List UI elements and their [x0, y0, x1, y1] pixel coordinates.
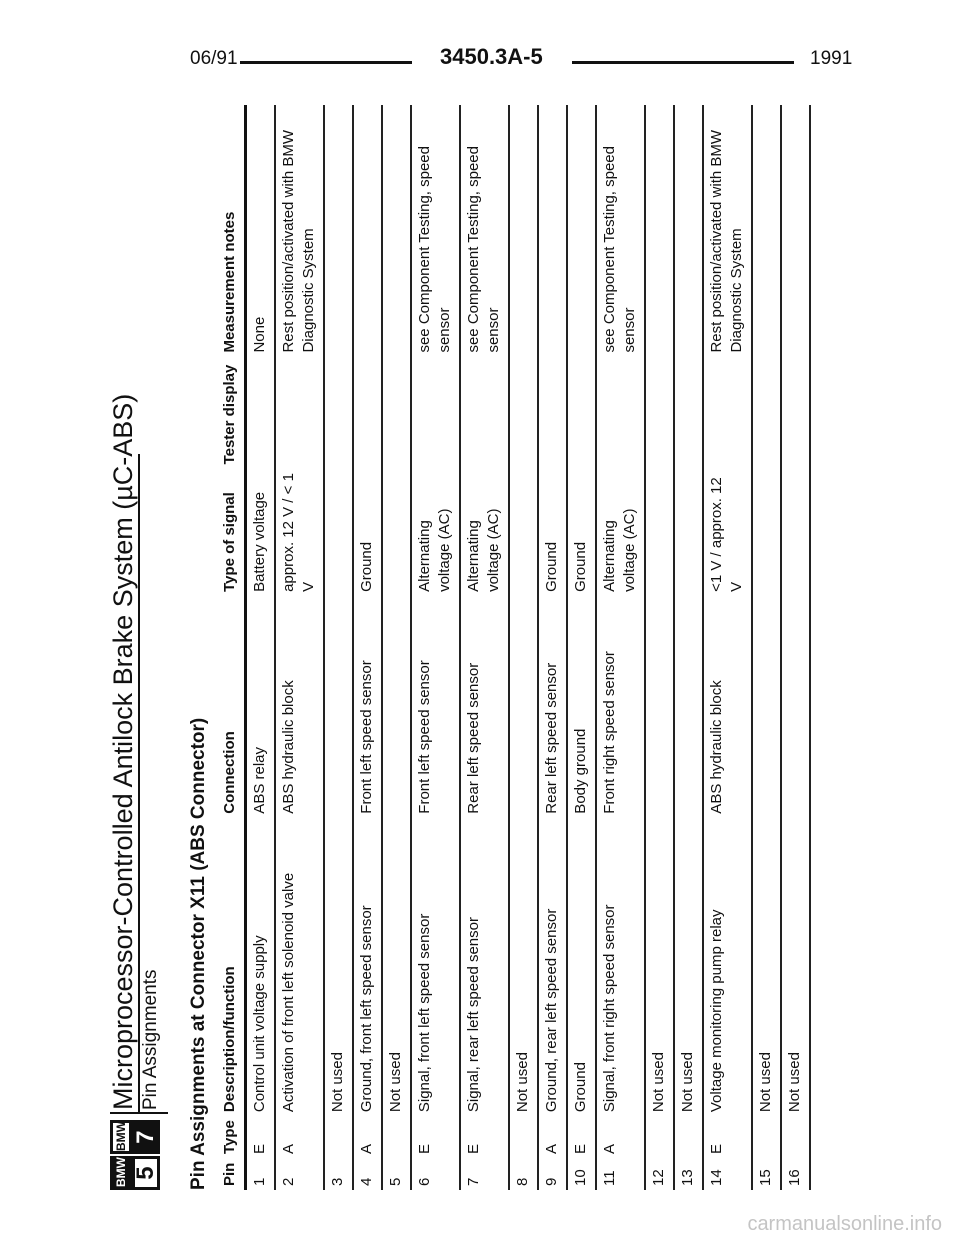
- document-subtitle: Pin Assignments: [140, 969, 161, 1110]
- cell-signal-type: [781, 468, 810, 596]
- header-section-number: 3450.3A-5: [440, 44, 543, 69]
- cell-type: E: [703, 1116, 752, 1158]
- cell-tester-display: [703, 357, 752, 469]
- cell-connection: [674, 596, 703, 818]
- cell-type: A: [596, 1116, 645, 1158]
- cell-connection: Body ground: [567, 596, 596, 818]
- cell-measurement-notes: [382, 105, 411, 357]
- header-tester-display: Tester display: [220, 357, 246, 469]
- table-row: [324, 105, 353, 1190]
- cell-tester-display: [645, 357, 674, 469]
- cell-connection: Rear left speed sensor: [538, 596, 567, 818]
- cell-measurement-notes: Rest position/activated with BMW Diagnostic System: [703, 105, 752, 357]
- logo-series-5: 5: [132, 1156, 160, 1190]
- table-row: [246, 105, 276, 1190]
- table-header-row: [220, 105, 246, 1190]
- cell-signal-type: approx. 12 V / < 1 V: [275, 468, 324, 596]
- cell-signal-type: Alternating voltage (AC): [411, 468, 460, 596]
- cell-measurement-notes: [781, 105, 810, 357]
- cell-pin: 4: [353, 1158, 382, 1190]
- cell-description: Control unit voltage supply: [246, 818, 276, 1116]
- cell-type: E: [246, 1116, 276, 1158]
- cell-type: A: [353, 1116, 382, 1158]
- cell-connection: ABS relay: [246, 596, 276, 818]
- cell-signal-type: [752, 468, 781, 596]
- cell-signal-type: <1 V / approx. 12 V: [703, 468, 752, 596]
- cell-signal-type: Alternating voltage (AC): [460, 468, 509, 596]
- cell-signal-type: [509, 468, 538, 596]
- cell-signal-type: Battery voltage: [246, 468, 276, 596]
- cell-signal-type: [674, 468, 703, 596]
- header-year: 1991: [810, 48, 853, 69]
- cell-pin: 2: [275, 1158, 324, 1190]
- cell-signal-type: Ground: [567, 468, 596, 596]
- table-row: [509, 105, 538, 1190]
- cell-signal-type: [324, 468, 353, 596]
- cell-measurement-notes: [509, 105, 538, 357]
- table-row: [382, 105, 411, 1190]
- table-row: [645, 105, 674, 1190]
- cell-measurement-notes: [324, 105, 353, 357]
- table-row: [460, 105, 509, 1190]
- cell-connection: [752, 596, 781, 818]
- cell-pin: 14: [703, 1158, 752, 1190]
- cell-tester-display: [353, 357, 382, 469]
- table-row: [538, 105, 567, 1190]
- cell-description: Ground, front left speed sensor: [353, 818, 382, 1116]
- cell-description: Signal, rear left speed sensor: [460, 818, 509, 1116]
- cell-tester-display: [509, 357, 538, 469]
- logo-brand-b: BMW: [110, 1120, 132, 1154]
- header-measurement-notes: Measurement notes: [220, 105, 246, 357]
- header-signal-type: Type of signal: [220, 468, 246, 596]
- cell-description: Ground, rear left speed sensor: [538, 818, 567, 1116]
- cell-signal-type: Alternating voltage (AC): [596, 468, 645, 596]
- cell-description: Not used: [382, 818, 411, 1116]
- pin-assignment-table: [220, 105, 811, 1190]
- table-row: [674, 105, 703, 1190]
- cell-pin: 5: [382, 1158, 411, 1190]
- cell-measurement-notes: [752, 105, 781, 357]
- header-date: 06/91: [190, 48, 238, 69]
- cell-tester-display: [246, 357, 276, 469]
- cell-type: [752, 1116, 781, 1158]
- cell-measurement-notes: [538, 105, 567, 357]
- cell-measurement-notes: Rest position/activated with BMW Diagnostic System: [275, 105, 324, 357]
- table-row: [703, 105, 752, 1190]
- cell-signal-type: [382, 468, 411, 596]
- cell-description: Ground: [567, 818, 596, 1116]
- cell-tester-display: [538, 357, 567, 469]
- cell-pin: 6: [411, 1158, 460, 1190]
- cell-measurement-notes: see Component Testing, speed sensor: [411, 105, 460, 357]
- cell-tester-display: [460, 357, 509, 469]
- cell-tester-display: [752, 357, 781, 469]
- cell-connection: Front left speed sensor: [353, 596, 382, 818]
- cell-connection: [509, 596, 538, 818]
- logo-series-7: 7: [132, 1120, 160, 1154]
- cell-tester-display: [382, 357, 411, 469]
- document-title: Microprocessor-Controlled Antilock Brake System (µC-ABS): [108, 393, 138, 1110]
- logo-brand-a: BMW: [110, 1156, 132, 1190]
- cell-description: Not used: [645, 818, 674, 1116]
- bmw-series-logo: [110, 1120, 160, 1190]
- table-row: [752, 105, 781, 1190]
- header-type: Type: [220, 1116, 246, 1158]
- cell-signal-type: Ground: [538, 468, 567, 596]
- cell-pin: 3: [324, 1158, 353, 1190]
- cell-type: [509, 1116, 538, 1158]
- cell-description: Not used: [752, 818, 781, 1116]
- cell-measurement-notes: [674, 105, 703, 357]
- cell-type: A: [538, 1116, 567, 1158]
- cell-measurement-notes: None: [246, 105, 276, 357]
- cell-pin: 9: [538, 1158, 567, 1190]
- cell-description: Not used: [781, 818, 810, 1116]
- cell-measurement-notes: [567, 105, 596, 357]
- cell-pin: 13: [674, 1158, 703, 1190]
- table-row: [353, 105, 382, 1190]
- header-rule-left: [240, 61, 412, 64]
- watermark: carmanualsonline.info: [747, 1213, 942, 1235]
- cell-pin: 8: [509, 1158, 538, 1190]
- header-pin: Pin: [220, 1158, 246, 1190]
- cell-description: Not used: [674, 818, 703, 1116]
- rotated-page: [110, 100, 830, 1190]
- cell-description: Signal, front right speed sensor: [596, 818, 645, 1116]
- cell-measurement-notes: see Component Testing, speed sensor: [460, 105, 509, 357]
- cell-type: [645, 1116, 674, 1158]
- cell-pin: 11: [596, 1158, 645, 1190]
- cell-type: [674, 1116, 703, 1158]
- cell-measurement-notes: see Component Testing, speed sensor: [596, 105, 645, 357]
- cell-connection: [382, 596, 411, 818]
- cell-pin: 10: [567, 1158, 596, 1190]
- cell-pin: 1: [246, 1158, 276, 1190]
- cell-connection: Front left speed sensor: [411, 596, 460, 818]
- table-row: [567, 105, 596, 1190]
- header-rule-right: [572, 61, 794, 64]
- cell-pin: 12: [645, 1158, 674, 1190]
- cell-description: Not used: [509, 818, 538, 1116]
- cell-description: Not used: [324, 818, 353, 1116]
- cell-connection: [324, 596, 353, 818]
- cell-signal-type: Ground: [353, 468, 382, 596]
- section-title: Pin Assignments at Connector X11 (ABS Connector): [188, 717, 209, 1190]
- cell-measurement-notes: [353, 105, 382, 357]
- cell-connection: [781, 596, 810, 818]
- cell-tester-display: [596, 357, 645, 469]
- cell-tester-display: [567, 357, 596, 469]
- table-row: [411, 105, 460, 1190]
- header-connection: Connection: [220, 596, 246, 818]
- cell-connection: [645, 596, 674, 818]
- cell-tester-display: [781, 357, 810, 469]
- table-row: [275, 105, 324, 1190]
- cell-measurement-notes: [645, 105, 674, 357]
- cell-type: [382, 1116, 411, 1158]
- cell-description: Voltage monitoring pump relay: [703, 818, 752, 1116]
- cell-description: Activation of front left solenoid valve: [275, 818, 324, 1116]
- cell-connection: Front right speed sensor: [596, 596, 645, 818]
- cell-connection: ABS hydraulic block: [703, 596, 752, 818]
- header-description: Description/function: [220, 818, 246, 1116]
- cell-signal-type: [645, 468, 674, 596]
- cell-description: Signal, front left speed sensor: [411, 818, 460, 1116]
- table-row: [596, 105, 645, 1190]
- cell-type: A: [275, 1116, 324, 1158]
- cell-type: E: [460, 1116, 509, 1158]
- cell-tester-display: [324, 357, 353, 469]
- cell-type: [324, 1116, 353, 1158]
- table-row: [781, 105, 810, 1190]
- cell-connection: Rear left speed sensor: [460, 596, 509, 818]
- cell-connection: ABS hydraulic block: [275, 596, 324, 818]
- cell-pin: 15: [752, 1158, 781, 1190]
- cell-type: E: [411, 1116, 460, 1158]
- cell-type: E: [567, 1116, 596, 1158]
- cell-type: [781, 1116, 810, 1158]
- cell-tester-display: [674, 357, 703, 469]
- cell-tester-display: [411, 357, 460, 469]
- cell-pin: 16: [781, 1158, 810, 1190]
- cell-tester-display: [275, 357, 324, 469]
- cell-pin: 7: [460, 1158, 509, 1190]
